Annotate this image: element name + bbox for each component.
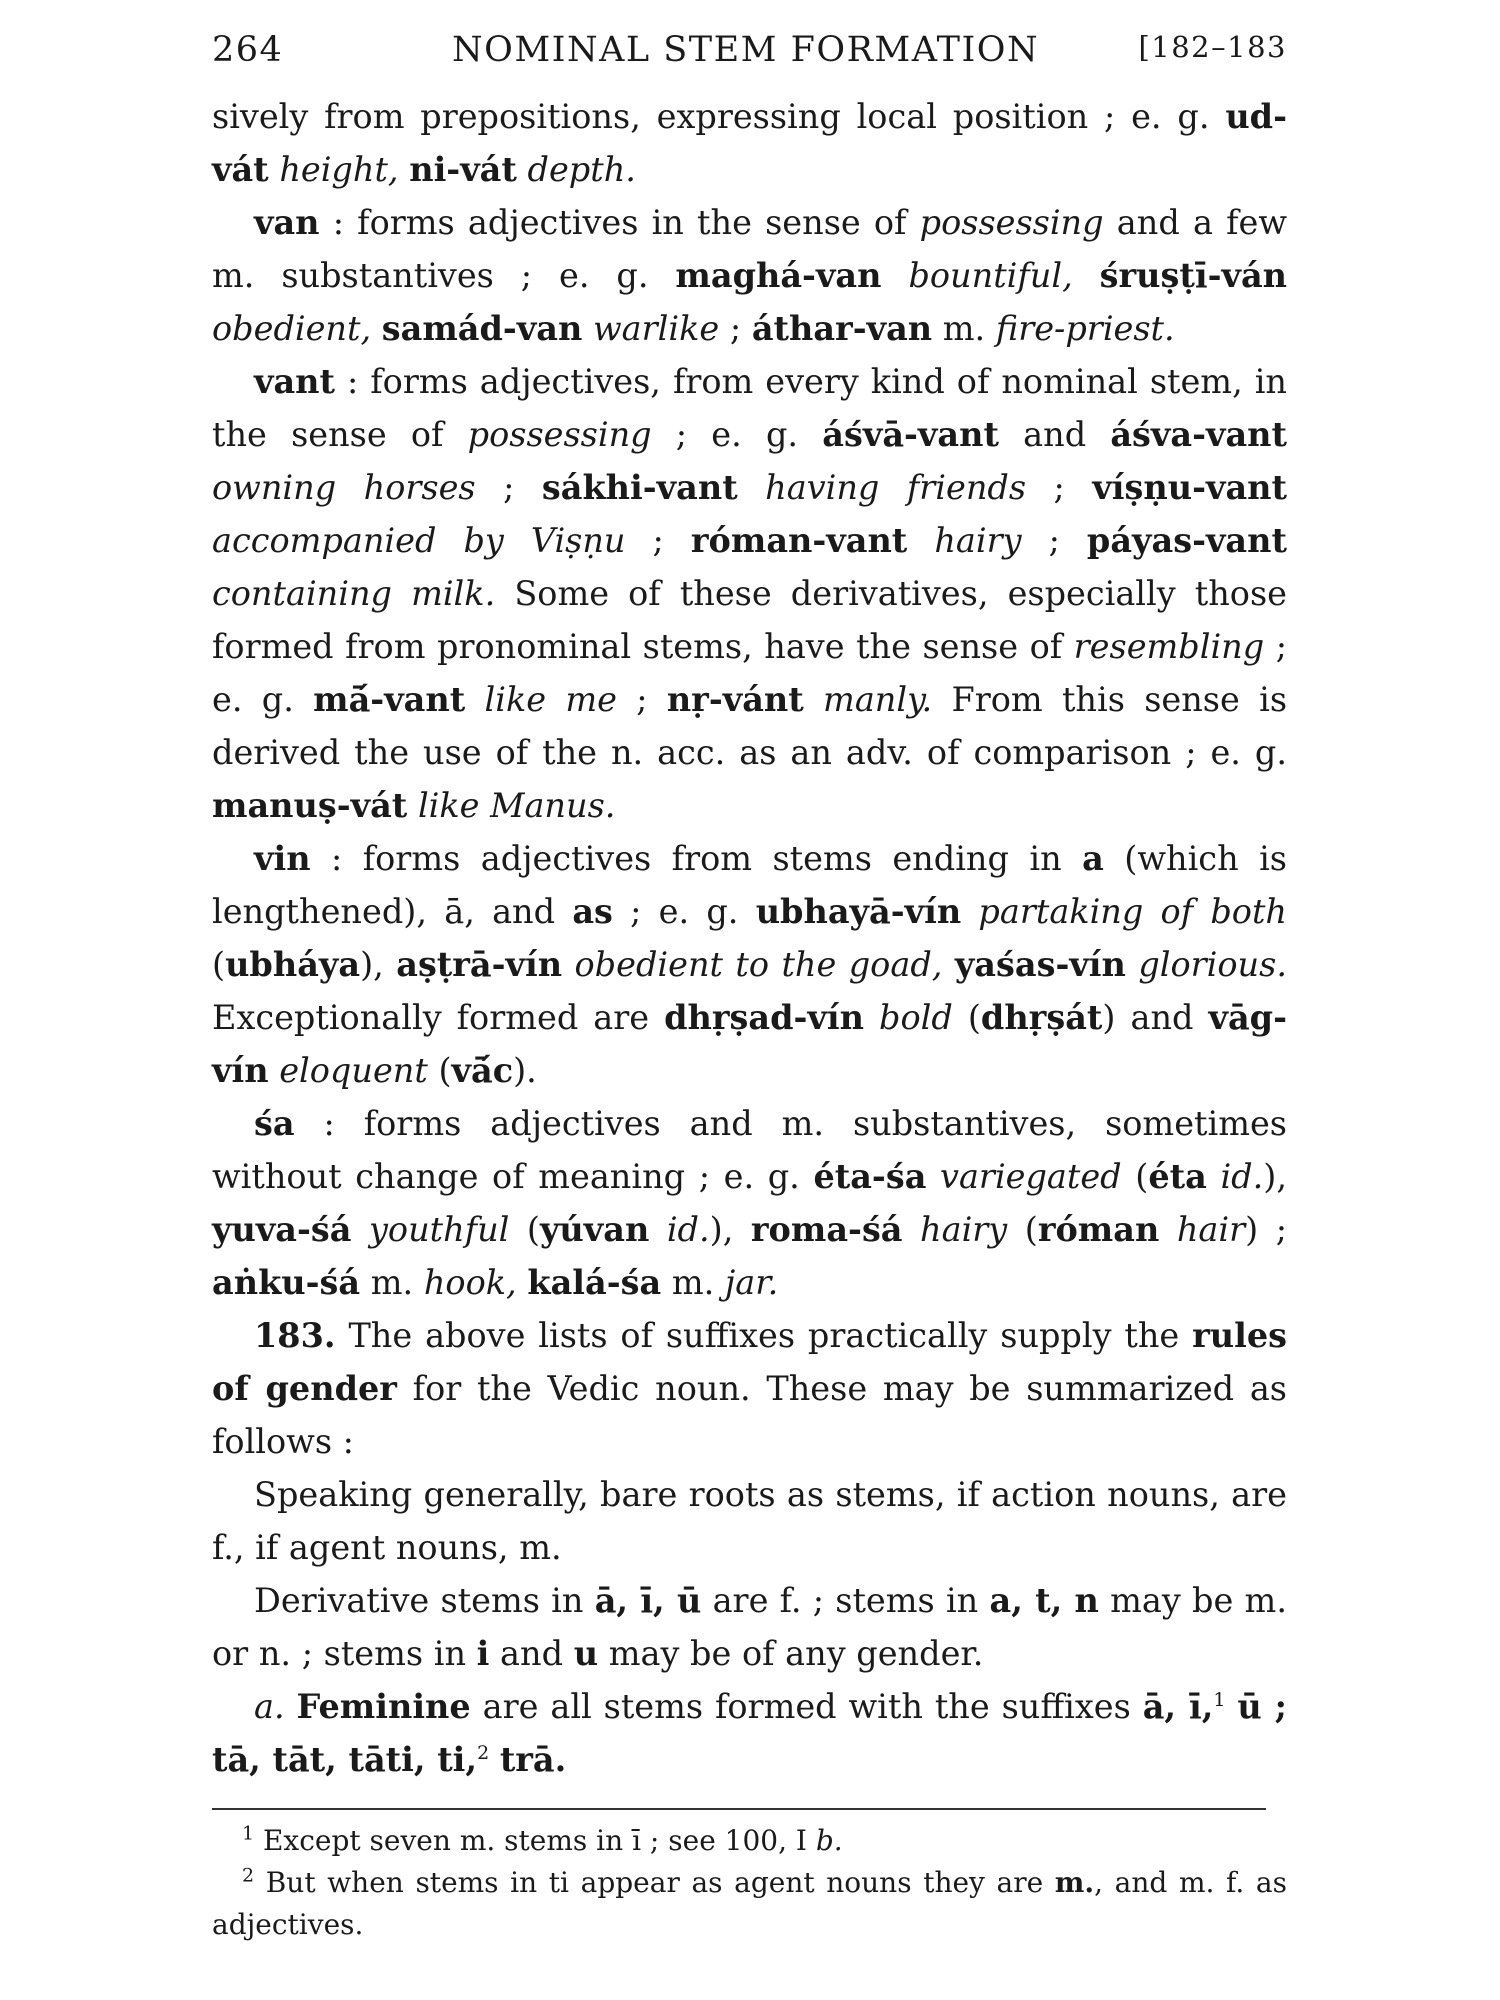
text-run: are all stems formed with the suffixes [470,1687,1143,1726]
text-run: But when stems in ti appear as agent nouns they are [254,1866,1055,1899]
paragraph-8 [212,1574,1287,1680]
bold-term: áthar-van [751,309,933,348]
footnotes [212,1820,1287,1946]
bold-term: u [573,1634,599,1673]
text-run: ), [360,945,397,984]
italic-gloss: partaking of both [978,892,1288,931]
bold-term: ni-vát [409,150,517,189]
text-run: ; [475,468,542,507]
italic-gloss: height, [279,150,399,189]
italic-gloss: having friends [765,468,1027,507]
text-run [903,1210,921,1249]
italic-gloss: hairy [934,521,1022,560]
italic-gloss: containing milk. [212,574,496,613]
italic-gloss: like Manus. [417,786,616,825]
text-run: ) ; [1245,1210,1287,1249]
italic-gloss: jar. [724,1263,779,1302]
bold-term: ū ; tā, tāt, tāti, ti, [212,1687,1288,1779]
text-run: sively from prepositions, expressing local position ; e. g. [212,97,1226,136]
text-run [1159,1210,1177,1249]
bold-term: yuva-śá [212,1210,352,1249]
italic-gloss: bold [879,998,953,1037]
text-run [738,468,766,507]
bold-term: áśvā-vant [822,415,999,454]
bold-term: áśva-vant [1110,415,1287,454]
italic-gloss: b. [815,1824,843,1857]
text-run [351,1210,369,1249]
running-header [212,30,1287,90]
text-run: and a few m. substantives ; e. g. [212,203,1287,295]
bold-term: i [476,1634,490,1673]
text-run [961,892,978,931]
italic-gloss: a. [254,1687,285,1726]
bold-term: a, t, n [989,1581,1099,1620]
text-run: m. [932,309,996,348]
bold-term: dhṛṣát [980,998,1103,1037]
text-run [517,150,528,189]
text-run: Derivative stems in [254,1581,595,1620]
text-run: ; e. g. [651,415,823,454]
text-run [926,1157,940,1196]
italic-gloss: hook, [423,1263,517,1302]
text-run [1073,256,1100,295]
text-run [864,998,879,1037]
italic-gloss: possessing [467,415,652,454]
bold-term: vā́c [451,1051,514,1090]
text-run: ; [625,521,691,560]
text-run [649,1210,667,1249]
bold-term: ubhayā-vín [755,892,962,931]
text-run [1225,1687,1237,1726]
bold-term: vin [254,839,311,878]
section-range: [182–183 [1138,30,1287,64]
italic-gloss: hairy [920,1210,1008,1249]
bold-term: ā, ī, [1142,1687,1214,1726]
paragraph-1 [212,90,1287,196]
italic-gloss: depth. [527,150,636,189]
paragraph-2 [212,196,1287,355]
bold-term: aṣṭrā-vín [396,945,563,984]
text-run: ( [427,1051,452,1090]
text-run [804,680,823,719]
text-run [269,1051,280,1090]
bold-term: ā, ī, ū [594,1581,702,1620]
text-run: Exceptionally formed are [212,998,665,1037]
bold-term: aṅku-śá [212,1263,361,1302]
bold-term: éta-śa [813,1157,927,1196]
text-run: m. [661,1263,725,1302]
bold-term: ubháya [225,945,361,984]
bold-term: nṛ-vánt [666,680,804,719]
italic-gloss: owning horses [212,468,476,507]
text-run: for the Vedic noun. These may be summarized as follows : [212,1369,1287,1461]
footnote-1 [212,1820,1287,1862]
text-run: ). [513,1051,537,1090]
text-run [407,786,418,825]
paragraph-5 [212,1097,1287,1309]
text-run: ( [952,998,981,1037]
footnote-2 [212,1862,1287,1946]
italic-gloss: hair [1176,1210,1246,1249]
text-run: ; [616,680,667,719]
page-number: 264 [212,30,284,70]
bold-term: as [572,892,613,931]
bold-term: kalá-śa [527,1263,662,1302]
text-run: Some of these derivatives, especially those formed from pronominal stems, have the sense of [212,574,1287,666]
bold-term: m. [1054,1866,1095,1899]
text-run [399,150,410,189]
bold-term: yúvan [539,1210,650,1249]
bold-term: éta [1148,1157,1207,1196]
italic-gloss: obedient, [212,309,372,348]
footnote-marker: 1 [242,1822,255,1845]
text-run: and [998,415,1111,454]
text-run: ( [212,945,226,984]
bold-term: maghá-van [675,256,882,295]
bold-term: víṣṇu-vant [1092,468,1287,507]
bold-term: manuṣ-vát [212,786,408,825]
bold-term: roma-śá [750,1210,903,1249]
paragraph-7 [212,1468,1287,1574]
text-run: ; e. g. [612,892,756,931]
text-run: (which is lengthened), ā, and [212,839,1287,931]
bold-term: vāg-vín [212,998,1287,1090]
text-run [465,680,484,719]
italic-gloss: youthful [368,1210,510,1249]
text-run: ), [1263,1157,1287,1196]
bold-term: róman-vant [690,521,908,560]
italic-gloss: resembling [1073,627,1265,666]
italic-gloss: warlike [593,309,720,348]
bold-term: yaśas-vín [954,945,1126,984]
text-run: From this sense is derived the use of the n. acc. as an adv. of comparison ; e. g. [212,680,1288,772]
italic-gloss: accompanied by Viṣṇu [212,521,626,560]
text-run: The above lists of suffixes practically supply the [335,1316,1193,1355]
bold-term: mā́-vant [313,680,466,719]
footnote-rule [212,1808,1266,1810]
italic-gloss: fire-priest. [995,309,1175,348]
bold-term: páyas-vant [1086,521,1287,560]
text-run [942,945,954,984]
text-run: Speaking generally, bare roots as stems, if action nouns, are f., if agent nouns, m. [212,1475,1287,1567]
bold-term: Feminine [296,1687,471,1726]
text-run: ) and [1102,998,1209,1037]
text-run [489,1740,500,1779]
italic-gloss: possessing [919,203,1104,242]
paragraph-6 [212,1309,1287,1468]
text-run: Except seven m. stems in ī ; see 100, I [254,1824,816,1857]
italic-gloss: manly. [823,680,933,719]
text-run: m. [360,1263,424,1302]
text-run [562,945,574,984]
footnote-marker: 1 [1213,1688,1226,1711]
text-run: ( [1121,1157,1149,1196]
bold-term: sákhi-vant [541,468,738,507]
body-text [212,90,1287,1786]
bold-term: trā. [499,1740,567,1779]
text-run: are f. ; stems in [701,1581,990,1620]
text-run [269,150,280,189]
text-run [882,256,909,295]
bold-term: 183. [254,1316,336,1355]
bold-term: rules of gender [212,1316,1287,1408]
text-run: ; [1026,468,1093,507]
italic-gloss: eloquent [279,1051,428,1090]
bold-term: van [254,203,320,242]
footnote-marker: 2 [477,1741,490,1764]
italic-gloss: bountiful, [908,256,1073,295]
text-run: ( [509,1210,540,1249]
italic-gloss: id. [1220,1157,1264,1196]
text-run: ), [709,1210,751,1249]
italic-gloss: variegated [940,1157,1122,1196]
italic-gloss: obedient to the goad, [574,945,943,984]
bold-term: śruṣṭī-ván [1099,256,1288,295]
running-title: NOMINAL STEM FORMATION [452,30,1040,70]
text-run: ( [1007,1210,1038,1249]
italic-gloss: id. [666,1210,710,1249]
text-run [582,309,593,348]
text-run: may be of any gender. [598,1634,984,1673]
text-run: : forms adjectives in the sense of [319,203,920,242]
footnote-marker: 2 [242,1864,255,1887]
text-run: ; [719,309,752,348]
paragraph-9 [212,1680,1287,1786]
paragraph-3 [212,355,1287,832]
text-run [907,521,934,560]
bold-term: róman [1037,1210,1160,1249]
text-run: : forms adjectives, from every kind of nominal stem, in the sense of [212,362,1287,454]
bold-term: śa [254,1104,295,1143]
text-run: ; [1021,521,1087,560]
italic-gloss: glorious. [1138,945,1287,984]
italic-gloss: like me [484,680,617,719]
book-page [212,30,1287,1946]
text-run [517,1263,528,1302]
text-run: ; e. g. [212,627,1287,719]
text-run: may be m. or n. ; stems in [212,1581,1287,1673]
bold-term: ud-vát [212,97,1287,189]
paragraph-4 [212,832,1287,1097]
bold-term: samád-van [381,309,583,348]
text-run [1126,945,1138,984]
bold-term: dhṛṣad-vín [664,998,864,1037]
text-run [1207,1157,1221,1196]
text-run [371,309,382,348]
text-run: : forms adjectives and m. substantives, sometimes without change of meaning ; e. g. [212,1104,1287,1196]
text-run [285,1687,297,1726]
bold-term: vant [254,362,336,401]
bold-term: a [1082,839,1104,878]
text-run: and [489,1634,574,1673]
text-run: : forms adjectives from stems ending in [310,839,1083,878]
text-run: , and m. f. as adjectives. [212,1866,1287,1941]
